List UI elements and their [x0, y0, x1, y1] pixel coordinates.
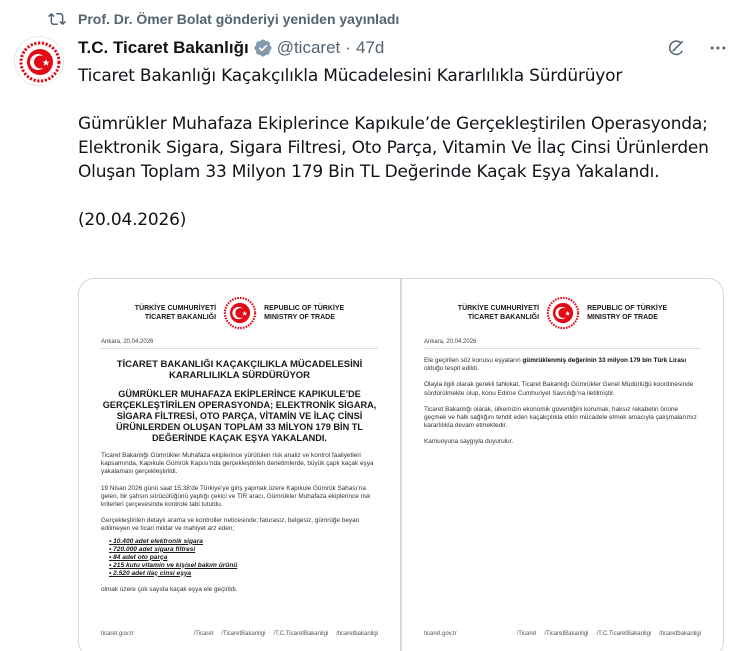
doc-title: TİCARET BAKANLIĞI KAÇAKÇILIKLA MÜCADELESİNİ KARARLILIKLA SÜRDÜRÜYOR	[116, 359, 363, 381]
list-item: • 2.520 adet ilaç cinsi eşya	[109, 570, 378, 578]
doc-paragraph: 19 Nisan 2026 günü saat 15:38’de Türkiye’ye giriş yapmak üzere Kapıkule Gümrük Sahası’na gelen, bir şahsın sürücülüğünü yaptığı çekici ve TIR aracı, Gümrükler Muhafaza ekiplerince risk kriterleri çerçevesinde kontrole tabi tutuldu.	[101, 484, 371, 509]
doc-paragraph: Ticaret Bakanlığı Gümrükler Muhafaza ekiplerince yürütülen risk analiz ve kontrol faaliyetleri kapsamında, Kapıkule Gümrük Kapısı’nda gerçekleştirilen denetimlerde, büyük çaplı kaçak eşya yakalaması gerçekleştirildi.	[101, 452, 374, 476]
doc-paragraph: Gerçekleştirilen detaylı arama ve kontroller neticesinde; faturasız, belgesiz, gümrüğe beyan edilmeyen ve ticari miktar ve mahiyet arz eden;	[101, 517, 360, 533]
doc-header-right: REPUBLIC OF TÜRKİYE MINISTRY OF TRADE	[264, 305, 345, 321]
doc-header-left: TÜRKİYE CUMHURİYETİ TİCARET BAKANLIĞI	[134, 305, 217, 321]
ministry-logo-icon	[222, 295, 258, 331]
tweet-text	[78, 64, 732, 232]
list-item: • 84 adet oto parça	[109, 554, 378, 562]
doc-date: Ankara, 20.04.2026	[424, 339, 701, 349]
tweet-line-3: (20.04.2026)	[78, 210, 187, 230]
more-icon[interactable]	[708, 38, 728, 58]
document-image-2[interactable]	[402, 279, 723, 651]
doc-paragraph: Ele geçirilen söz konusu eşyaların gümrüklenmiş değerinin 33 milyon 179 bin Türk Lirası olduğu tespit edildi.	[424, 357, 687, 373]
grok-icon[interactable]	[666, 38, 686, 58]
post-time[interactable]: 47d	[355, 38, 385, 57]
separator-dot: ·	[345, 38, 351, 57]
seized-items-list	[101, 538, 378, 578]
document-image-1[interactable]	[79, 279, 400, 651]
tweet-header	[78, 36, 728, 60]
media-attachment[interactable]	[78, 278, 724, 651]
verified-badge-icon	[253, 38, 273, 58]
repost-indicator[interactable]	[48, 8, 399, 30]
doc-footer: ticaret.gov.tr /Ticaret /TicaretBakanligi /T.C.TicaretBakanligi /ticaretbakanligi	[101, 631, 378, 637]
list-item: • 720.000 adet sigara filtresi	[109, 546, 378, 554]
ministry-logo-icon	[545, 295, 581, 331]
list-item: • 10.400 adet elektronik sigara	[109, 538, 378, 546]
tweet-line-2: Gümrükler Muhafaza Ekiplerince Kapıkule’de Gerçekleştirilen Operasyonda; Elektronik Sigara, Sigara Filtresi, Oto Parça, Vitamin Ve İlaç Cinsi Ürünlerden Oluşan Toplam 33 Milyon 179 Bin TL Değerinde Kaçak Eşya Yakalandı.	[78, 114, 714, 182]
doc-date: Ankara, 20.04.2026	[101, 339, 378, 349]
document-header	[424, 289, 701, 337]
doc-subtitle: GÜMRÜKLER MUHAFAZA EKİPLERİNCE KAPIKULE’DE GERÇEKLEŞTİRİLEN OPERASYONDA; ELEKTRONİK SİGARA, SİGARA FİLTRESİ, OTO PARÇA, VİTAMİN VE İLAÇ CİNSİ ÜRÜNLERDEN OLUŞAN TOPLAM 33 MİLYON 179 BİN TL DEĞERİNDE KAÇAK EŞYA YAKALANDI.	[102, 389, 377, 443]
author-handle[interactable]: @ticaret	[276, 38, 341, 57]
doc-paragraph: Ticaret Bakanlığı olarak, ülkemizin ekonomik güvenliğini korumak, haksız rekabetin önüne geçmek ve halk sağlığını tehdit eden kaçakçılıkla etkin mücadele etmek amacıyla çalışmalarımız kararlılıkla devam etmektedir.	[424, 405, 697, 430]
author-name[interactable]: T.C. Ticaret Bakanlığı	[78, 38, 249, 57]
doc-paragraph: Olayla ilgili olarak gerekli tahkikat, Ticaret Bakanlığı Gümrükler Genel Müdürlüğü koordinesinde sürdürülmekte olup, konu Edirne Cumhuriyet Savcılığı’na iletilmiştir.	[424, 381, 694, 397]
tweet-line-1: Ticaret Bakanlığı Kaçakçılıkla Mücadelesini Kararlılıkla Sürdürüyor	[78, 66, 623, 86]
doc-header-right: REPUBLIC OF TÜRKİYE MINISTRY OF TRADE	[587, 305, 668, 321]
list-item: • 215 kutu vitamin ve kişisel bakım ürünü	[109, 562, 378, 570]
doc-header-left: TÜRKİYE CUMHURİYETİ TİCARET BAKANLIĞI	[457, 305, 540, 321]
ministry-logo-icon	[15, 37, 64, 86]
doc-paragraph: Kamuoyuna saygıyla duyurulur.	[424, 438, 514, 446]
doc-paragraph: olmak üzere çok sayıda kaçak eşya ele geçirildi.	[101, 585, 238, 593]
repost-icon	[48, 10, 66, 28]
doc-footer: ticaret.gov.tr /Ticaret /TicaretBakanligi /T.C.TicaretBakanligi /ticaretbakanligi	[424, 631, 701, 637]
avatar[interactable]	[14, 36, 64, 86]
document-header	[101, 289, 378, 337]
repost-text[interactable]: Prof. Dr. Ömer Bolat gönderiyi yeniden yayınladı	[78, 11, 400, 27]
